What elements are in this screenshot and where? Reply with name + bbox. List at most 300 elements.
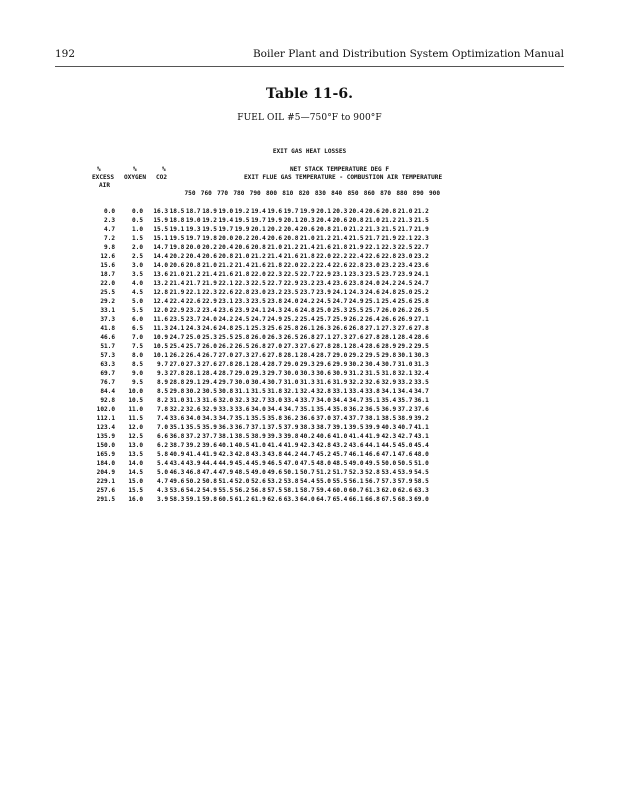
excess-air-cell: 257.6: [96, 486, 115, 494]
heat-loss-cell: 22.1: [397, 234, 413, 242]
heat-loss-cell: 36.6: [299, 414, 315, 422]
temperature-header-cell: 860: [363, 190, 375, 197]
heat-loss-cell: 29.3: [299, 360, 315, 368]
heat-loss-cell: 30.8: [218, 387, 234, 395]
heat-loss-cell: 29.7: [267, 369, 283, 377]
table-row: [86, 207, 429, 216]
excess-air-cell: 165.9: [96, 450, 115, 458]
heat-loss-cell: 39.1: [332, 423, 348, 431]
heat-loss-cell: 58.1: [283, 486, 299, 494]
heat-loss-cell: 26.2: [169, 351, 185, 359]
heat-loss-cell: 46.3: [169, 468, 185, 476]
heat-loss-cell: 37.2: [397, 405, 413, 413]
table-row: [86, 495, 429, 504]
heat-loss-cell: 61.2: [234, 495, 250, 503]
heat-loss-cell: 20.1: [316, 207, 331, 215]
heat-loss-cell: 30.3: [414, 351, 429, 359]
heat-loss-cell: 22.5: [397, 243, 413, 251]
heat-loss-cell: 33.6: [169, 414, 185, 422]
co2-cell: 12.0: [153, 306, 168, 314]
heat-loss-cell: 33.0: [267, 396, 283, 404]
heat-loss-cell: 32.9: [202, 405, 217, 413]
heat-loss-cell: 32.4: [299, 387, 315, 395]
heat-loss-cell: 49.0: [251, 468, 266, 476]
heat-loss-cell: 38.1: [218, 432, 234, 440]
heat-loss-cell: 57.9: [397, 477, 413, 485]
heat-loss-cell: 34.0: [185, 414, 201, 422]
oxygen-cell: 2.0: [131, 243, 143, 251]
heat-loss-cell: 22.6: [365, 252, 380, 260]
heat-loss-cell: 53.6: [169, 486, 185, 494]
table-row: [86, 468, 429, 477]
heat-loss-cell: 25.5: [218, 333, 234, 341]
heat-loss-cell: 50.8: [202, 477, 217, 485]
heat-loss-cell: 33.5: [414, 378, 429, 386]
table-row: [86, 369, 429, 378]
heat-loss-cell: 27.8: [316, 342, 331, 350]
heat-loss-cell: 39.2: [414, 414, 429, 422]
co2-cell: 14.7: [153, 243, 168, 251]
heat-loss-cell: 49.6: [169, 477, 185, 485]
heat-loss-cell: 23.9: [234, 306, 250, 314]
heat-loss-cell: 36.1: [414, 396, 429, 404]
table-title: Table 11-6.: [266, 86, 353, 102]
co2-cell: 5.4: [156, 459, 168, 467]
heat-loss-cell: 24.8: [218, 324, 234, 332]
heat-loss-cell: 56.7: [365, 477, 380, 485]
heat-loss-cell: 23.6: [332, 279, 348, 287]
heat-loss-cell: 27.0: [267, 342, 283, 350]
table-row: [86, 288, 429, 297]
heat-loss-cell: 21.8: [234, 270, 250, 278]
oxygen-cell: 9.5: [131, 378, 143, 386]
temperature-header-cell: 750: [184, 190, 196, 197]
heat-loss-cell: 34.7: [348, 396, 364, 404]
heat-loss-cell: 20.2: [202, 243, 217, 251]
heat-loss-cell: 20.8: [316, 225, 331, 233]
header-co2: CO2: [156, 174, 168, 181]
heat-loss-cell: 24.2: [299, 297, 315, 305]
heat-loss-cell: 23.8: [348, 279, 364, 287]
heat-loss-cell: 60.0: [332, 486, 348, 494]
table-row: [86, 279, 429, 288]
heat-loss-cell: 38.9: [397, 414, 413, 422]
table-row: [86, 297, 429, 306]
heat-loss-cell: 30.4: [251, 378, 266, 386]
table-caption: EXIT GAS HEAT LOSSES: [272, 148, 347, 155]
heat-loss-cell: 22.7: [267, 279, 283, 287]
co2-cell: 8.2: [156, 396, 168, 404]
heat-loss-cell: 44.2: [283, 450, 299, 458]
heat-loss-cell: 27.6: [348, 333, 364, 341]
temperature-header-cell: 800: [265, 190, 277, 197]
oxygen-cell: 13.5: [128, 450, 143, 458]
heat-loss-cell: 19.2: [202, 216, 217, 224]
heat-loss-cell: 21.6: [251, 261, 266, 269]
co2-cell: 6.2: [156, 441, 168, 449]
heat-loss-cell: 23.7: [381, 270, 397, 278]
heat-loss-cell: 21.9: [381, 234, 397, 242]
heat-loss-cell: 31.0: [397, 360, 413, 368]
excess-air-cell: 9.8: [103, 243, 115, 251]
heat-loss-cell: 32.8: [316, 387, 331, 395]
heat-loss-cell: 23.2: [299, 279, 315, 287]
heat-loss-cell: 19.4: [218, 216, 234, 224]
excess-air-cell: 57.3: [100, 351, 115, 359]
heat-loss-cell: 22.6: [332, 261, 348, 269]
heat-loss-cell: 25.3: [332, 306, 348, 314]
table-row: [86, 261, 429, 270]
heat-loss-cell: 38.5: [381, 414, 397, 422]
heat-loss-cell: 22.3: [381, 243, 397, 251]
heat-loss-cell: 66.1: [348, 495, 364, 503]
heat-loss-cell: 41.9: [365, 432, 380, 440]
heat-loss-cell: 20.0: [218, 234, 234, 242]
heat-loss-cell: 25.2: [283, 315, 299, 323]
heat-loss-cell: 30.0: [283, 369, 299, 377]
heat-loss-cell: 56.8: [251, 486, 266, 494]
heat-loss-cell: 21.9: [414, 225, 429, 233]
heat-loss-cell: 32.0: [218, 396, 234, 404]
table-row: [86, 387, 429, 396]
excess-air-cell: 22.0: [100, 279, 115, 287]
heat-loss-cell: 35.7: [397, 396, 413, 404]
heat-loss-cell: 23.0: [365, 261, 380, 269]
heat-loss-cell: 20.6: [169, 261, 185, 269]
heat-loss-cell: 39.6: [202, 441, 217, 449]
heat-loss-cell: 37.9: [283, 423, 299, 431]
heat-loss-cell: 21.7: [365, 234, 380, 242]
temperature-header-cell: 780: [233, 190, 245, 197]
heat-loss-cell: 22.7: [414, 243, 429, 251]
heat-loss-cell: 33.3: [218, 405, 234, 413]
temperature-header-cell: 850: [347, 190, 359, 197]
heat-loss-cell: 27.3: [381, 324, 397, 332]
heat-loss-cell: 47.0: [283, 459, 299, 467]
excess-air-cell: 33.1: [100, 306, 115, 314]
heat-loss-cell: 20.2: [234, 234, 250, 242]
co2-cell: 4.3: [156, 486, 168, 494]
heat-loss-cell: 60.5: [218, 495, 234, 503]
heat-loss-cell: 56.1: [348, 477, 364, 485]
heat-loss-cell: 54.9: [202, 486, 217, 494]
table-row: [86, 234, 429, 243]
heat-loss-cell: 21.8: [267, 261, 283, 269]
heat-loss-cell: 36.3: [218, 423, 234, 431]
heat-loss-cell: 21.2: [218, 261, 234, 269]
heat-loss-cell: 29.6: [316, 360, 331, 368]
heat-loss-cell: 19.1: [169, 225, 185, 233]
heat-loss-cell: 28.7: [316, 351, 331, 359]
heat-loss-cell: 42.8: [234, 450, 250, 458]
heat-loss-cell: 55.0: [316, 477, 331, 485]
heat-loss-cell: 22.8: [234, 288, 250, 296]
heat-loss-cell: 21.2: [251, 252, 266, 260]
heat-loss-cell: 54.4: [299, 477, 315, 485]
heat-loss-cell: 45.4: [234, 459, 250, 467]
heat-loss-cell: 33.8: [365, 387, 380, 395]
heat-loss-cell: 22.3: [202, 288, 217, 296]
heat-loss-cell: 21.4: [202, 270, 217, 278]
heat-loss-cell: 50.0: [381, 459, 397, 467]
heat-loss-cell: 19.8: [169, 243, 185, 251]
heat-loss-cell: 23.9: [316, 288, 331, 296]
heat-loss-cell: 26.0: [202, 342, 217, 350]
heat-loss-cell: 19.7: [218, 225, 234, 233]
heat-loss-cell: 27.8: [267, 351, 283, 359]
heat-loss-cell: 31.3: [185, 396, 201, 404]
heat-loss-cell: 22.9: [283, 279, 299, 287]
heat-loss-cell: 24.8: [381, 288, 397, 296]
heat-loss-cell: 22.5: [251, 279, 266, 287]
heat-loss-cell: 23.2: [381, 261, 397, 269]
heat-loss-cell: 23.2: [185, 306, 201, 314]
heat-loss-cell: 58.3: [169, 495, 185, 503]
oxygen-cell: 14.0: [128, 459, 143, 467]
heat-loss-cell: 25.6: [397, 297, 413, 305]
heat-loss-cell: 23.3: [348, 270, 364, 278]
heat-loss-cell: 28.7: [267, 360, 283, 368]
temperature-header-cell: 770: [217, 190, 229, 197]
heat-loss-cell: 20.8: [185, 261, 201, 269]
heat-loss-cell: 24.3: [267, 306, 283, 314]
heat-loss-cell: 31.3: [414, 360, 429, 368]
heat-loss-cell: 33.6: [234, 405, 250, 413]
heat-loss-cell: 22.2: [299, 261, 315, 269]
excess-air-cell: 184.0: [96, 459, 115, 467]
heat-loss-cell: 24.1: [251, 306, 266, 314]
heat-loss-cell: 22.6: [185, 297, 201, 305]
heat-loss-cell: 20.3: [332, 207, 348, 215]
heat-loss-cell: 47.4: [202, 468, 217, 476]
oxygen-cell: 9.0: [131, 369, 143, 377]
co2-cell: 9.3: [156, 369, 168, 377]
heat-loss-cell: 36.2: [348, 405, 364, 413]
heat-loss-cell: 21.5: [414, 216, 429, 224]
heat-loss-cell: 20.6: [267, 234, 283, 242]
heat-loss-cell: 26.2: [218, 342, 234, 350]
table-row: [86, 378, 429, 387]
heat-loss-cell: 62.6: [397, 486, 413, 494]
heat-loss-cell: 46.8: [185, 468, 201, 476]
heat-loss-cell: 20.0: [185, 243, 201, 251]
heat-loss-cell: 66.8: [365, 495, 380, 503]
heat-loss-cell: 50.5: [397, 459, 413, 467]
heat-loss-cell: 22.9: [169, 306, 185, 314]
heat-loss-cell: 23.8: [267, 297, 283, 305]
excess-air-cell: 150.0: [96, 441, 115, 449]
heat-loss-cell: 22.0: [316, 252, 331, 260]
heat-loss-cell: 29.3: [251, 369, 266, 377]
heat-loss-cell: 41.4: [185, 450, 201, 458]
excess-air-cell: 63.3: [100, 360, 115, 368]
heat-loss-cell: 22.4: [169, 297, 185, 305]
co2-cell: 16.3: [153, 207, 168, 215]
heat-loss-cell: 34.3: [202, 414, 217, 422]
table-row: [86, 459, 429, 468]
heat-loss-cell: 51.0: [414, 459, 429, 467]
oxygen-cell: 10.0: [128, 387, 143, 395]
running-title: Boiler Plant and Distribution System Optimization Manual: [252, 48, 564, 60]
heat-loss-cell: 30.2: [348, 360, 364, 368]
heat-loss-cell: 37.5: [267, 423, 283, 431]
heat-loss-cell: 43.1: [414, 432, 429, 440]
heat-loss-cell: 21.2: [414, 207, 429, 215]
heat-loss-cell: 24.0: [283, 297, 299, 305]
heat-loss-cell: 34.0: [251, 405, 266, 413]
heat-loss-cell: 45.7: [332, 450, 348, 458]
heat-loss-cell: 24.0: [202, 315, 217, 323]
oxygen-cell: 5.5: [131, 306, 143, 314]
oxygen-cell: 0.5: [131, 216, 143, 224]
heat-loss-cell: 22.1: [365, 243, 380, 251]
heat-loss-cell: 21.5: [348, 234, 364, 242]
heat-loss-cell: 24.3: [185, 324, 201, 332]
heat-loss-cell: 37.7: [202, 432, 217, 440]
heat-loss-cell: 48.5: [234, 468, 250, 476]
heat-loss-cell: 21.0: [365, 216, 380, 224]
temperature-header-cell: 890: [412, 190, 424, 197]
heat-loss-cell: 36.9: [381, 405, 397, 413]
heat-loss-cell: 25.4: [169, 342, 185, 350]
co2-cell: 8.9: [156, 378, 168, 386]
heat-loss-cell: 24.5: [234, 315, 250, 323]
oxygen-cell: 7.0: [131, 333, 143, 341]
heat-loss-cell: 26.5: [414, 306, 429, 314]
oxygen-cell: 12.0: [128, 423, 143, 431]
heat-loss-cell: 24.7: [332, 297, 348, 305]
heat-loss-cell: 25.7: [185, 342, 201, 350]
heat-loss-cell: 45.9: [251, 459, 266, 467]
heat-loss-cell: 39.9: [365, 423, 380, 431]
heat-loss-cell: 22.3: [267, 270, 283, 278]
temperature-header-cell: 880: [396, 190, 408, 197]
oxygen-cell: 11.5: [128, 414, 143, 422]
heat-loss-cell: 21.0: [202, 261, 217, 269]
heat-loss-cell: 34.0: [316, 396, 331, 404]
heat-loss-cell: 22.4: [348, 252, 364, 260]
heat-loss-cell: 24.7: [414, 279, 429, 287]
heat-loss-cell: 24.2: [218, 315, 234, 323]
heat-loss-cell: 20.6: [234, 243, 250, 251]
heat-loss-cell: 35.1: [169, 423, 185, 431]
heat-loss-cell: 34.4: [397, 387, 413, 395]
header-co2-pct: %: [162, 166, 166, 173]
heat-loss-cell: 20.6: [365, 207, 380, 215]
heat-loss-cell: 19.3: [185, 225, 201, 233]
heat-loss-cell: 41.9: [202, 450, 217, 458]
heat-loss-cell: 19.5: [234, 216, 250, 224]
heat-loss-cell: 21.4: [299, 243, 315, 251]
heat-loss-cell: 53.9: [397, 468, 413, 476]
heat-loss-cell: 22.0: [251, 270, 266, 278]
oxygen-cell: 5.0: [131, 297, 143, 305]
heat-loss-cell: 51.2: [316, 468, 331, 476]
heat-loss-cell: 41.4: [348, 432, 364, 440]
heat-loss-cell: 42.3: [381, 432, 397, 440]
page-number: 192: [55, 48, 76, 60]
heat-loss-cell: 41.9: [283, 441, 299, 449]
heat-loss-cell: 27.1: [365, 324, 380, 332]
heat-loss-cell: 40.6: [316, 432, 331, 440]
heat-loss-cell: 27.3: [185, 360, 201, 368]
heat-loss-cell: 63.3: [283, 495, 299, 503]
co2-cell: 8.5: [156, 387, 168, 395]
heat-loss-cell: 21.2: [283, 243, 299, 251]
heat-loss-cell: 38.7: [169, 441, 185, 449]
excess-air-cell: 204.9: [96, 468, 115, 476]
heat-loss-cell: 45.0: [397, 441, 413, 449]
heat-loss-cell: 21.7: [185, 279, 201, 287]
heat-loss-cell: 43.8: [267, 450, 283, 458]
heat-loss-cell: 37.6: [414, 405, 429, 413]
excess-air-cell: 46.6: [100, 333, 115, 341]
heat-loss-cell: 22.9: [202, 297, 217, 305]
heat-loss-cell: 20.4: [218, 243, 234, 251]
oxygen-cell: 7.5: [131, 342, 143, 350]
heat-loss-cell: 21.9: [348, 243, 364, 251]
heat-loss-cell: 21.2: [185, 270, 201, 278]
heat-loss-cell: 24.6: [365, 288, 380, 296]
heat-loss-cell: 21.0: [234, 252, 250, 260]
temperature-header-cell: 900: [428, 190, 440, 197]
heat-loss-cell: 23.0: [251, 288, 266, 296]
heat-loss-cell: 59.8: [202, 495, 217, 503]
oxygen-cell: 12.5: [128, 432, 143, 440]
heat-loss-cell: 44.5: [381, 441, 397, 449]
heat-loss-cell: 28.4: [348, 342, 364, 350]
heat-loss-cell: 26.0: [381, 306, 397, 314]
heat-loss-cell: 26.8: [299, 333, 315, 341]
heat-loss-cell: 20.1: [283, 216, 299, 224]
oxygen-cell: 16.0: [128, 495, 143, 503]
heat-loss-cell: 26.8: [348, 324, 364, 332]
co2-cell: 7.4: [156, 414, 168, 422]
excess-air-cell: 51.7: [100, 342, 115, 350]
heat-loss-cell: 53.2: [267, 477, 283, 485]
heat-loss-cell: 31.5: [251, 387, 266, 395]
co2-cell: 12.4: [153, 297, 168, 305]
heat-loss-cell: 28.1: [283, 351, 299, 359]
heat-loss-cell: 38.1: [365, 414, 380, 422]
heat-loss-cell: 23.6: [414, 261, 429, 269]
heat-loss-cell: 25.9: [332, 315, 348, 323]
heat-loss-cell: 24.8: [299, 306, 315, 314]
heat-loss-cell: 35.1: [365, 396, 380, 404]
temperature-header-cell: 830: [314, 190, 326, 197]
heat-loss-cell: 20.8: [348, 216, 364, 224]
heat-loss-cell: 27.8: [365, 333, 380, 341]
excess-air-cell: 12.6: [100, 252, 115, 260]
heat-loss-cell: 50.1: [283, 468, 299, 476]
heat-loss-cell: 23.0: [397, 252, 413, 260]
table-row: [86, 477, 429, 486]
heat-loss-cell: 23.9: [397, 270, 413, 278]
oxygen-cell: 14.5: [128, 468, 143, 476]
heat-loss-cell: 27.6: [299, 342, 315, 350]
heat-loss-cell: 23.7: [185, 315, 201, 323]
heat-loss-cell: 21.0: [299, 234, 315, 242]
heat-loss-cell: 31.1: [234, 387, 250, 395]
heat-loss-cell: 33.7: [299, 396, 315, 404]
table-row: [86, 243, 429, 252]
heat-loss-cell: 49.6: [267, 468, 283, 476]
heat-loss-cell: 55.5: [218, 486, 234, 494]
heat-loss-cell: 30.6: [316, 369, 331, 377]
heat-loss-cell: 18.9: [202, 207, 217, 215]
heat-loss-cell: 19.9: [299, 207, 315, 215]
heat-loss-cell: 53.8: [283, 477, 299, 485]
